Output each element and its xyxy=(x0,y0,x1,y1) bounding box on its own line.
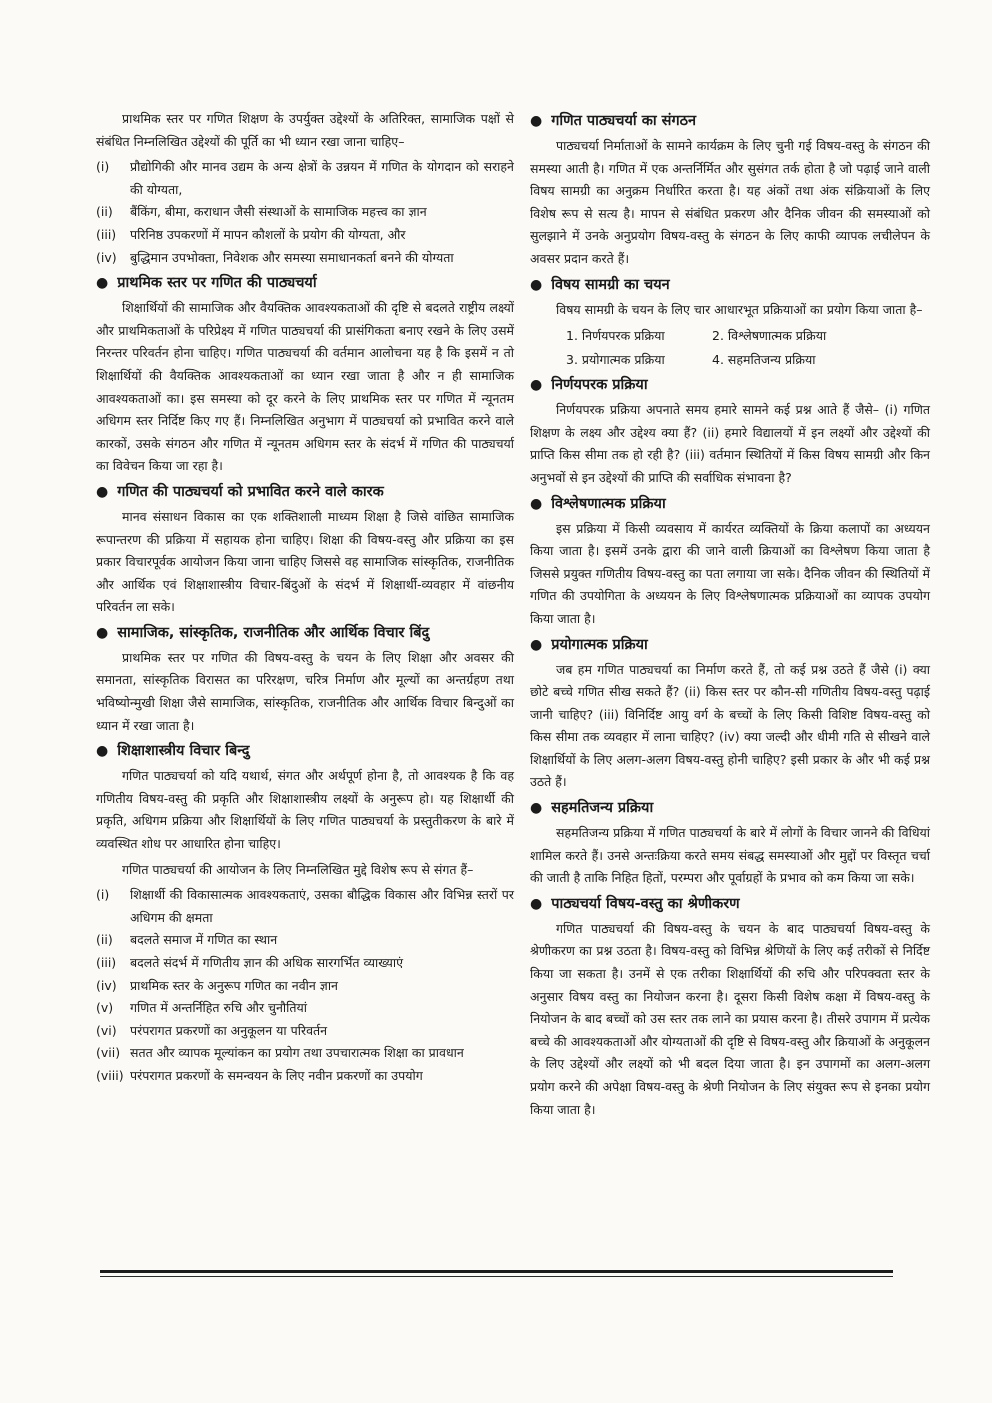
heading-text: विषय सामग्री का चयन xyxy=(551,276,670,293)
section-heading xyxy=(530,893,930,915)
list-item-number: (iv) xyxy=(96,977,117,993)
list-item xyxy=(96,975,514,998)
bullet-icon: ● xyxy=(96,743,109,760)
list-item-number: (iv) xyxy=(96,249,117,265)
process-item: 2. विश्लेषणात्मक प्रक्रिया xyxy=(712,328,827,344)
section-heading xyxy=(530,374,930,396)
list-item-text: बुद्धिमान उपभोक्ता, निवेशक और समस्या समाधानकर्ता बनने की योग्यता xyxy=(130,249,454,265)
section-heading xyxy=(96,272,514,294)
list-item xyxy=(96,952,514,975)
heading-text: सामाजिक, सांस्कृतिक, राजनीतिक और आर्थिक विचार बिंदु xyxy=(117,624,430,641)
relevant-issues-list xyxy=(96,884,514,1087)
list-item xyxy=(96,1042,514,1065)
heading-text: निर्णयपरक प्रक्रिया xyxy=(551,377,648,394)
heading-text: गणित की पाठ्यचर्या को प्रभावित करने वाले कारक xyxy=(117,483,384,500)
bullet-icon: ● xyxy=(96,275,109,292)
list-item-text: शिक्षार्थी की विकासात्मक आवश्यकताएं, उसका बौद्धिक विकास और विभिन्न स्तरों पर अधिगम की क्षमता xyxy=(130,887,514,925)
list-item-number: (v) xyxy=(96,1000,114,1016)
list-item-text: परंपरागत प्रकरणों का अनुकूलन या परिवर्तन xyxy=(130,1022,328,1038)
list-item xyxy=(96,247,514,270)
paragraph: गणित पाठ्यचर्या की आयोजन के लिए निम्नलिखित मुद्दे विशेष रूप से संगत हैं– xyxy=(122,861,474,877)
heading-text: विश्लेषणात्मक प्रक्रिया xyxy=(551,495,666,512)
section-heading xyxy=(96,481,514,503)
list-item xyxy=(96,929,514,952)
list-item-text: प्राथमिक स्तर के अनुरूप गणित का नवीन ज्ञान xyxy=(130,977,338,993)
section-heading xyxy=(530,493,930,515)
process-list xyxy=(530,324,930,372)
list-item xyxy=(96,884,514,929)
paragraph: इस प्रक्रिया में किसी व्यवसाय में कार्यरत व्यक्तियों के क्रिया कलापों का अध्ययन किया जाता है। इसमें उनके द्वारा की जाने वाली क्रियाओं का विश्लेषण किया जाता है जिससे प्रयुक्त गणितीय विषय-वस्तु का पता लगाया जा सके। दैनिक जीवन की स्थितियों में गणित की उपयोगिता के अध्ययन के लिए विश्लेषणात्मक प्रक्रियाओं का व्यापक उपयोग किया जाता है। xyxy=(530,520,930,626)
list-item-text: बैंकिंग, बीमा, कराधान जैसी संस्थाओं के सामाजिक महत्त्व का ज्ञान xyxy=(130,204,427,220)
heading-text: शिक्षाशास्त्रीय विचार बिन्दु xyxy=(117,743,250,760)
list-item-number: (i) xyxy=(96,887,110,903)
paragraph: विषय सामग्री के चयन के लिए चार आधारभूत प्रक्रियाओं का प्रयोग किया जाता है– xyxy=(556,301,923,317)
list-item-number: (i) xyxy=(96,159,110,175)
bullet-icon: ● xyxy=(530,276,543,293)
section-heading xyxy=(96,740,514,762)
paragraph: गणित पाठ्यचर्या को यदि यथार्थ, संगत और अर्थपूर्ण होना है, तो आवश्यक है कि वह गणितीय विषय-वस्तु की प्रकृति और शिक्षाशास्त्रीय लक्ष्यों के अनुरूप हो। यह शिक्षार्थी की प्रकृति, अधिगम प्रक्रिया और शिक्षार्थियों के लिए गणित पाठ्यचर्या के प्रस्तुतीकरण के बारे में व्यवस्थित शोध पर आधारित होना चाहिए। xyxy=(96,768,514,852)
list-item xyxy=(96,201,514,224)
list-item xyxy=(96,156,514,201)
heading-text: सहमतिजन्य प्रक्रिया xyxy=(551,800,654,817)
bullet-icon: ● xyxy=(96,483,109,500)
list-item xyxy=(96,1065,514,1088)
footer-rule-thin xyxy=(100,1276,893,1277)
list-item-text: प्रौद्योगिकी और मानव उद्यम के अन्य क्षेत्रों के उन्नयन में गणित के योगदान को सराहने की योग्यता, xyxy=(130,159,514,197)
heading-text: पाठ्यचर्या विषय-वस्तु का श्रेणीकरण xyxy=(551,895,740,912)
list-item-number: (viii) xyxy=(96,1067,124,1083)
heading-text: प्रयोगात्मक प्रक्रिया xyxy=(551,636,648,653)
paragraph: प्राथमिक स्तर पर गणित की विषय-वस्तु के चयन के लिए शिक्षा और अवसर की समानता, सांस्कृतिक विरासत का परिरक्षण, चरित्र निर्माण और मूल्यों का अन्तर्ग्रहण तथा भविष्योन्मुखी शिक्षा जैसे सामाजिक, सांस्कृतिक, राजनीतिक और आर्थिक विचार बिन्दुओं का ध्यान में रखा जाता है। xyxy=(96,649,514,733)
paragraph: जब हम गणित पाठ्यचर्या का निर्माण करते हैं, तो कई प्रश्न उठते हैं जैसे (i) क्या छोटे बच्चे गणित सीख सकते हैं? (ii) किस स्तर पर कौन-सी गणितीय विषय-वस्तु पढ़ाई जानी चाहिए? (iii) विनिर्दिष्ट आयु वर्ग के बच्चों के लिए किसी विशिष्ट विषय-वस्तु को किस सीमा तक व्यवहार में लाना चाहिए? (iv) क्या जल्दी और धीमी गति से सीखने वाले शिक्षार्थियों के लिए अलग-अलग विषय-वस्तु होनी चाहिए? इसी प्रकार के और भी कई प्रश्न उठते हैं। xyxy=(530,661,930,790)
section-heading xyxy=(530,634,930,656)
paragraph: पाठ्यचर्या निर्माताओं के सामने कार्यक्रम के लिए चुनी गई विषय-वस्तु के संगठन की समस्या आती है। गणित में एक अन्तर्निर्मित और सुसंगत तर्क होता है जो पढ़ाई जाने वाली विषय सामग्री का अनुक्रम निर्धारित करता है। यह अंकों तथा अंक संक्रियाओं के लिए विशेष रूप से सत्य है। मापन से संबंधित प्रकरण और दैनिक जीवन की समस्याओं को सुलझाने में उनके अनुप्रयोग विषय-वस्तु के संगठन के लिए काफी व्यापक लचीलेपन के अवसर प्रदान करते हैं। xyxy=(530,138,930,266)
list-item xyxy=(96,997,514,1020)
right-column xyxy=(530,108,930,1124)
paragraph: मानव संसाधन विकास का एक शक्तिशाली माध्यम शिक्षा है जिसे वांछित सामाजिक रूपान्तरण की प्रक्रिया में सहायक होना चाहिए। शिक्षा की विषय-वस्तु और प्रक्रिया का इस प्रकार विचारपूर्वक आयोजन किया जाना चाहिए जिससे वह सामाजिक सांस्कृतिक, राजनीतिक और आर्थिक एवं शिक्षाशास्त्रीय विचार-बिंदुओं के संदर्भ में शिक्षार्थी-व्यवहार में वांछनीय परिवर्तन ला सके। xyxy=(96,508,514,615)
heading-text: प्राथमिक स्तर पर गणित की पाठ्यचर्या xyxy=(117,275,317,292)
process-item: 4. सहमतिजन्य प्रक्रिया xyxy=(712,352,816,368)
intro-paragraph: प्राथमिक स्तर पर गणित शिक्षण के उपर्युक्त उद्देश्यों के अतिरिक्त, सामाजिक पक्षों से संबंधित निम्नलिखित उद्देश्यों की पूर्ति का भी ध्यान रखा जाना चाहिए– xyxy=(96,111,514,149)
section-heading xyxy=(530,797,930,819)
list-item-number: (iii) xyxy=(96,955,117,970)
section-heading xyxy=(530,110,930,132)
footer-rule xyxy=(100,1270,893,1273)
list-item-text: परिनिष्ठ उपकरणों में मापन कौशलों के प्रयोग की योग्यता, और xyxy=(130,226,406,242)
left-column xyxy=(96,108,514,1091)
list-item-text: परंपरागत प्रकरणों के समन्वयन के लिए नवीन प्रकरणों का उपयोग xyxy=(130,1067,423,1083)
process-item: 3. प्रयोगात्मक प्रक्रिया xyxy=(566,352,665,368)
bullet-icon: ● xyxy=(530,636,543,653)
list-item-number: (vi) xyxy=(96,1022,117,1038)
list-item-text: गणित में अन्तर्निहित रुचि और चुनौतियां xyxy=(130,1000,307,1016)
list-item-number: (ii) xyxy=(96,204,113,220)
bullet-icon: ● xyxy=(96,624,109,641)
section-heading xyxy=(530,274,930,296)
list-item-number: (iii) xyxy=(96,226,117,242)
process-item: 1. निर्णयपरक प्रक्रिया xyxy=(566,328,665,344)
bullet-icon: ● xyxy=(530,800,543,817)
list-item-text: सतत और व्यापक मूल्यांकन का प्रयोग तथा उपचारात्मक शिक्षा का प्रावधान xyxy=(130,1045,464,1061)
paragraph: सहमतिजन्य प्रक्रिया में गणित पाठ्यचर्या के बारे में लोगों के विचार जानने की विधियां शामिल करते हैं। उनसे अन्तःक्रिया करते समय संबद्ध समस्याओं और मुद्दों पर विस्तृत चर्चा की जाती है ताकि निहित हितों, परम्परा और पूर्वाग्रहों के प्रभाव को कम किया जा सके। xyxy=(530,825,930,886)
bullet-icon: ● xyxy=(530,495,543,512)
paragraph: शिक्षार्थियों की सामाजिक और वैयक्तिक आवश्यकताओं की दृष्टि से बदलते राष्ट्रीय लक्ष्यों और प्राथमिकताओं के परिप्रेक्ष्य में गणित पाठ्यचर्या की प्रासंगिकता बनाए रखने के लिए उसमें निरन्तर परिवर्तन होना चाहिए। गणित पाठ्यचर्या की वर्तमान आलोचना यह है कि इसमें न तो शिक्षार्थियों की वैयक्तिक आवश्यकताओं का ध्यान रखा जाता है और न ही सामाजिक आवश्यकताओं का। इस समस्या को दूर करने के लिए प्राथमिक स्तर पर गणित में न्यूनतम अधिगम स्तर निर्दिष्ट किए गए हैं। निम्नलिखित अनुभाग में पाठ्यचर्या को प्रभावित करने वाले कारकों, उसके संगठन और गणित में न्यूनतम अधिगम स्तर के संदर्भ में गणित की पाठ्यचर्या का विवेचन किया जा रहा है। xyxy=(96,300,514,474)
list-item xyxy=(96,224,514,247)
list-item xyxy=(96,1020,514,1043)
list-item-number: (ii) xyxy=(96,932,113,948)
list-item-text: बदलते संदर्भ में गणितीय ज्ञान की अधिक सारगर्भित व्याख्याएं xyxy=(130,955,404,970)
paragraph: निर्णयपरक प्रक्रिया अपनाते समय हमारे सामने कई प्रश्न आते हैं जैसे– (i) गणित शिक्षण के लक्ष्य और उद्देश्य क्या हैं? (ii) हमारे विद्यालयों में इन लक्ष्यों और उद्देश्यों की प्राप्ति किस सीमा तक हो रही है? (iii) वर्तमान स्थितियों में किस विषय सामग्री और किन अनुभवों से इन उद्देश्यों की प्राप्ति की सर्वाधिक संभावना है? xyxy=(530,402,930,485)
heading-text: गणित पाठ्यचर्या का संगठन xyxy=(551,113,697,129)
bullet-icon: ● xyxy=(530,895,543,912)
list-item-text: बदलते समाज में गणित का स्थान xyxy=(130,932,278,948)
section-heading xyxy=(96,622,514,644)
paragraph: गणित पाठ्यचर्या की विषय-वस्तु के चयन के बाद पाठ्यचर्या विषय-वस्तु के श्रेणीकरण का प्रश्न उठता है। विषय-वस्तु को विभिन्न श्रेणियों के लिए कई तरीकों से निर्दिष्ट किया जा सकता है। उनमें से एक तरीका शिक्षार्थियों की रुचि और परिपक्वता स्तर के अनुसार विषय वस्तु का नियोजन करना है। दूसरा किसी विशेष कक्षा में विषय-वस्तु के नियोजन के बाद बच्चों को उस स्तर तक लाने का प्रयास करना है। तीसरे उपागम में प्रत्येक बच्चे की आवश्यकताओं और योग्यताओं की दृष्टि से विषय-वस्तु और क्रियाओं के अनुकूलन के लिए उद्देश्यों और लक्ष्यों को भी बदल दिया जाता है। इन उपागमों का अलग-अलग प्रयोग करने की अपेक्षा विषय-वस्तु के श्रेणी नियोजन के लिए संयुक्त रूप से इनका प्रयोग किया जाता है। xyxy=(530,920,930,1117)
list-item-number: (vii) xyxy=(96,1045,121,1061)
social-objectives-list xyxy=(96,156,514,269)
bullet-icon: ● xyxy=(530,377,543,394)
bullet-icon: ● xyxy=(530,113,543,129)
